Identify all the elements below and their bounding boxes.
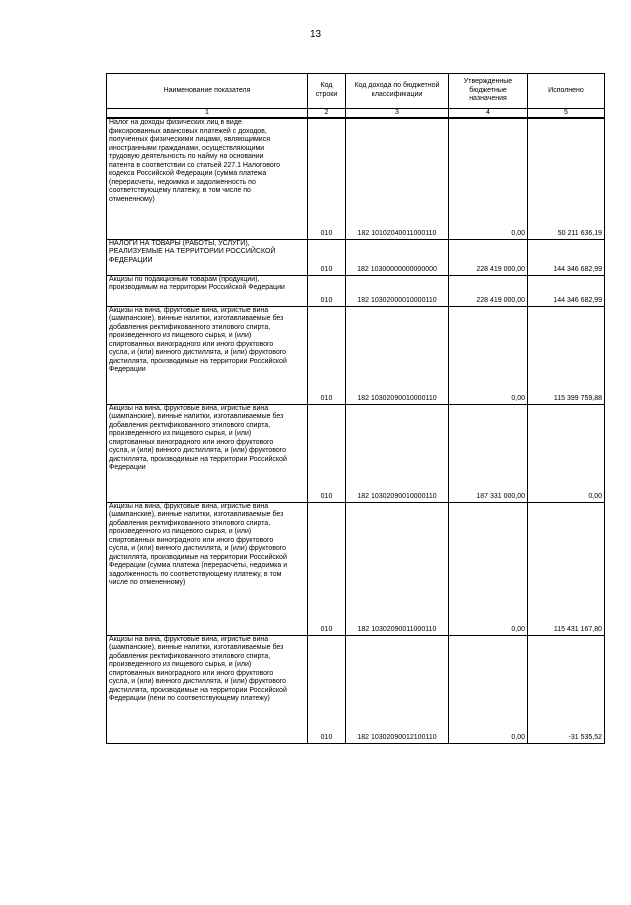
table-row [107,306,605,404]
executed-amount: -31 535,52 [528,635,605,743]
header-budget-class-code: Код дохода по бюджетной классификации [346,74,449,109]
table-row [107,118,605,239]
header-indicator-name: Наименование показателя [107,74,308,109]
approved-amount: 228 419 000,00 [449,239,528,275]
table-row [107,275,605,306]
executed-amount: 144 346 682,99 [528,275,605,306]
approved-amount: 0,00 [449,635,528,743]
budget-class-code: 182 10302090012100110 [346,635,449,743]
table-row [107,404,605,502]
executed-amount: 144 346 682,99 [528,239,605,275]
column-number: 1 [107,109,308,119]
indicator-name: Акцизы по подакцизным товарам (продукции), производимым на территории Российской Федерации [107,275,308,306]
column-number: 3 [346,109,449,119]
column-number-row [107,109,605,119]
header-approved: Утвержденные бюджетные назначения [449,74,528,109]
budget-class-code: 182 10302090010000110 [346,404,449,502]
executed-amount: 0,00 [528,404,605,502]
indicator-name: НАЛОГИ НА ТОВАРЫ (РАБОТЫ, УСЛУГИ), РЕАЛИЗУЕМЫЕ НА ТЕРРИТОРИИ РОССИЙСКОЙ ФЕДЕРАЦИИ [107,239,308,275]
approved-amount: 0,00 [449,306,528,404]
page-number: 13 [309,29,322,40]
table-row [107,635,605,743]
budget-class-code: 182 10302000010000110 [346,275,449,306]
approved-amount: 0,00 [449,118,528,239]
indicator-name: Акцизы на вина, фруктовые вина, игристые вина (шампанские), винные напитки, изготавливаемые без добавления ректификованного этилового спирта, произведенного из пищевого сырья, и (или) спиртованных виноградного или иного фруктового сусла, и (или) винного дистиллята, и (или) фруктового дистиллята, производимые на территории Российской Федерации [107,306,308,404]
indicator-name: Акцизы на вина, фруктовые вина, игристые вина (шампанские), винные напитки, изготавливаемые без добавления ректификованного этилового спирта, произведенного из пищевого сырья, и (или) спиртованных виноградного или иного фруктового сусла, и (или) винного дистиллята, и (или) фруктового дистиллята, производимые на территории Российской Федерации (пени по соответствующему платежу) [107,635,308,743]
table-row [107,502,605,635]
indicator-name: Налог на доходы физических лиц в виде фиксированных авансовых платежей с доходов, полученных физическими лицами, являющимися иностранными гражданами, осуществляющими трудовую деятельность по найму на основании патента в соответствии со статьей 227.1 Налогового кодекса Российской Федерации (сумма платежа (перерасчеты, недоимка и задолженность по соответствующему платежу, в том числе по отмененному) [107,118,308,239]
column-number: 5 [528,109,605,119]
budget-class-code: 182 10300000000000000 [346,239,449,275]
column-number: 4 [449,109,528,119]
executed-amount: 50 211 636,19 [528,118,605,239]
indicator-name: Акцизы на вина, фруктовые вина, игристые вина (шампанские), винные напитки, изготавливаемые без добавления ректификованного этилового спирта, произведенного из пищевого сырья, и (или) спиртованных виноградного или иного фруктового сусла, и (или) винного дистиллята, и (или) фруктового дистиллята, производимые на территории Российской Федерации [107,404,308,502]
approved-amount: 228 419 000,00 [449,275,528,306]
header-line-code: Код строки [308,74,346,109]
indicator-name: Акцизы на вина, фруктовые вина, игристые вина (шампанские), винные напитки, изготавливаемые без добавления ректификованного этилового спирта, произведенного из пищевого сырья, и (или) спиртованных виноградного или иного фруктового сусла, и (или) винного дистиллята, и (или) фруктового дистиллята, производимые на территории Российской Федерации (сумма платежа (перерасчеты, недоимка и задолженность по соответствующему платежу, в том числе по отмененному) [107,502,308,635]
column-number: 2 [308,109,346,119]
budget-class-code: 182 10102040011000110 [346,118,449,239]
budget-class-code: 182 10302090011000110 [346,502,449,635]
table-row [107,239,605,275]
line-code: 010 [308,239,346,275]
header-executed: Исполнено [528,74,605,109]
line-code: 010 [308,275,346,306]
line-code: 010 [308,635,346,743]
line-code: 010 [308,502,346,635]
approved-amount: 187 331 000,00 [449,404,528,502]
approved-amount: 0,00 [449,502,528,635]
line-code: 010 [308,306,346,404]
budget-execution-table [106,73,605,744]
line-code: 010 [308,118,346,239]
table-header-row [107,74,605,109]
line-code: 010 [308,404,346,502]
executed-amount: 115 431 167,80 [528,502,605,635]
executed-amount: 115 399 759,88 [528,306,605,404]
budget-class-code: 182 10302090010000110 [346,306,449,404]
